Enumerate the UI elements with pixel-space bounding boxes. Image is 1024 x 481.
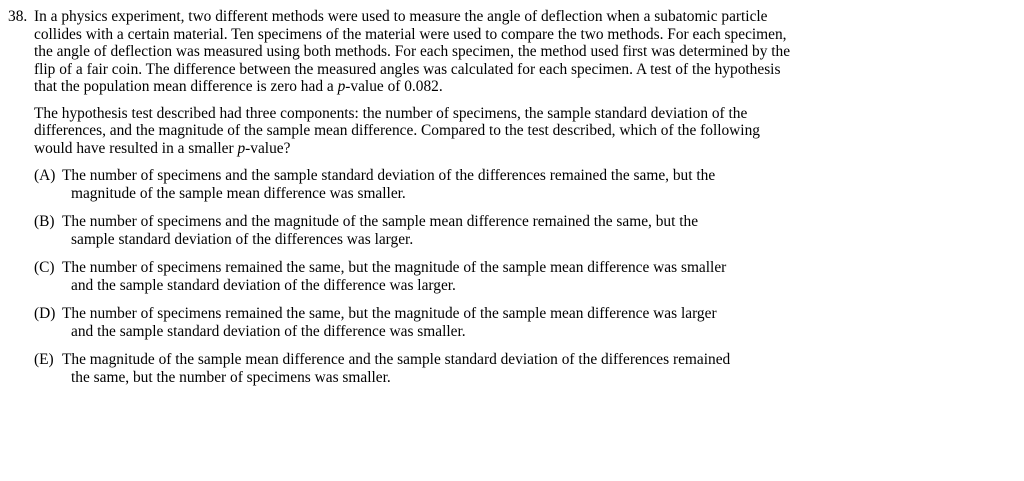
choice-text-line-1: The number of specimens remained the same, but the magnitude of the sample mean difference was larger <box>62 305 717 322</box>
question-stem <box>8 8 798 166</box>
choice-c[interactable] <box>34 259 798 294</box>
paragraph-1-text-b: -value of 0.082. <box>345 78 443 95</box>
question-paragraph-1 <box>34 8 798 96</box>
question-number: 38. <box>8 8 28 25</box>
choice-text-line-1: The number of specimens remained the same, but the magnitude of the sample mean difference was smaller <box>62 259 727 276</box>
answer-choices <box>34 167 798 386</box>
choice-text <box>62 351 798 386</box>
choice-text-line-2: and the sample standard deviation of the difference was larger. <box>71 276 456 294</box>
choice-text <box>62 213 798 248</box>
question-38 <box>8 8 798 397</box>
choice-text-line-1: The number of specimens and the sample standard deviation of the differences remained the same, but the <box>62 167 716 184</box>
question-paragraph-2 <box>34 105 798 158</box>
paragraph-1-text-a: In a physics experiment, two different methods were used to measure the angle of deflection when a subatomic particle collides with a certain material. Ten specimens of the material were used to compare the two methods. For each specimen, the angle of deflection was measured using both methods. For each specimen, the method used first was determined by the flip of a fair coin. The difference between the measured angles was calculated for each specimen. A test of the hypothesis that the population mean difference is zero had a <box>34 8 791 95</box>
paragraph-2-text-a: The hypothesis test described had three components: the number of specimens, the sample standard deviation of the differences, and the magnitude of the sample mean difference. Compared to the test described, which of the following would have resulted in a smaller <box>34 104 760 157</box>
choice-e[interactable] <box>34 351 798 386</box>
choice-letter: (D) <box>34 305 56 322</box>
choice-text <box>62 259 798 294</box>
question-stem-body <box>34 8 798 166</box>
choice-text-line-1: The number of specimens and the magnitude of the sample mean difference remained the same, but the <box>62 213 699 230</box>
choice-letter: (A) <box>34 167 56 184</box>
choice-letter: (B) <box>34 213 55 230</box>
choice-text-line-2: and the sample standard deviation of the difference was smaller. <box>71 322 466 340</box>
p-variable: p <box>337 78 346 95</box>
choice-text-line-2: sample standard deviation of the differences was larger. <box>71 230 414 248</box>
choice-text-line-2: magnitude of the sample mean difference was smaller. <box>71 184 406 202</box>
choice-letter: (C) <box>34 259 55 276</box>
choice-text-line-2: the same, but the number of specimens was smaller. <box>71 368 391 386</box>
choice-a[interactable] <box>34 167 798 202</box>
choice-b[interactable] <box>34 213 798 248</box>
choice-text-line-1: The magnitude of the sample mean difference and the sample standard deviation of the differences remained <box>62 351 731 368</box>
paragraph-2-text-b: -value? <box>245 139 291 157</box>
choice-d[interactable] <box>34 305 798 340</box>
choice-text <box>62 167 798 202</box>
p-variable: p <box>237 139 246 157</box>
choice-letter: (E) <box>34 351 54 368</box>
choice-text <box>62 305 798 340</box>
